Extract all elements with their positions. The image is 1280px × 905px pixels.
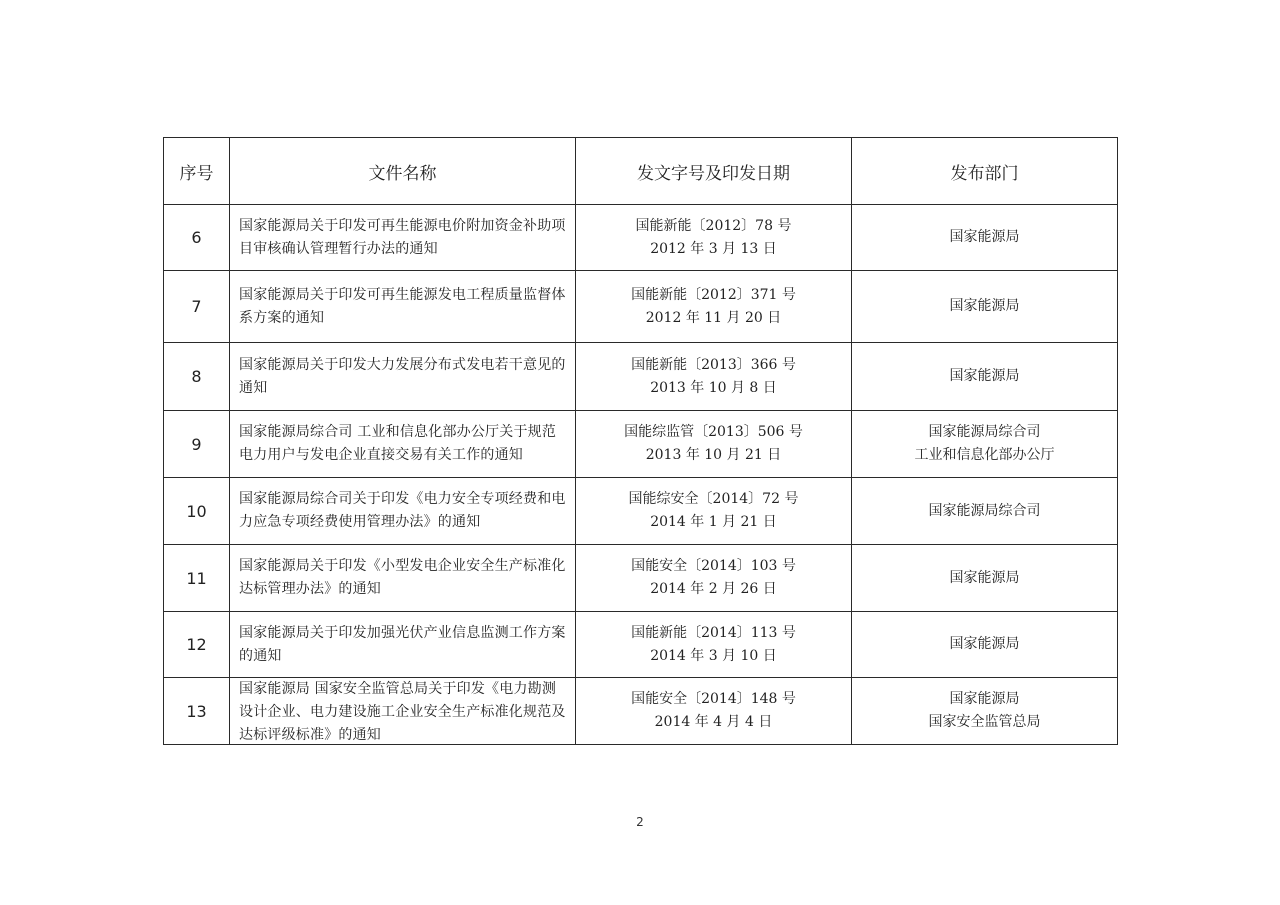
table-row [164,411,1118,478]
table-row [164,545,1118,612]
reference-cell [576,205,852,271]
issue-date: 2012 年 3 月 13 日 [650,240,777,257]
document-title-cell [230,343,576,411]
document-title-cell [230,411,576,478]
document-reference-number: 国能新能〔2014〕113 号 [631,624,796,641]
document-reference-number: 国能新能〔2013〕366 号 [631,356,796,373]
table-row [164,271,1118,343]
serial-number: 6 [164,205,230,271]
serial-number: 8 [164,343,230,411]
serial-number: 10 [164,478,230,545]
header-serial-number: 序号 [164,138,230,205]
document-title: 国家能源局 国家安全监管总局关于印发《电力勘测设计企业、电力建设施工企业安全生产标准化规范及达标评级标准》的通知 [239,681,566,743]
department-cell [852,271,1118,343]
serial-number: 11 [164,545,230,612]
document-reference-number: 国能新能〔2012〕371 号 [631,286,796,303]
table-header [164,138,1118,205]
issuing-department: 国家能源局 [949,569,1020,586]
issue-date: 2012 年 11 月 20 日 [645,309,782,326]
document-reference-number: 国能安全〔2014〕148 号 [631,691,796,707]
document-reference-number: 国能综监管〔2013〕506 号 [624,424,803,440]
issue-date: 2014 年 3 月 10 日 [650,647,777,664]
issuing-department-secondary: 工业和信息化部办公厅 [914,447,1055,463]
serial-number: 12 [164,612,230,678]
issuing-department: 国家能源局 [949,636,1020,652]
reference-cell [576,612,852,678]
document-title: 国家能源局关于印发大力发展分布式发电若干意见的通知 [239,356,566,396]
department-cell [852,545,1118,612]
document-title-cell [230,478,576,545]
issuing-department: 国家能源局 [949,298,1020,314]
document-title: 国家能源局关于印发可再生能源发电工程质量监督体系方案的通知 [239,286,566,326]
department-cell [852,478,1118,545]
header-issuing-department: 发布部门 [852,138,1118,205]
reference-cell [576,545,852,612]
document-table [163,137,1118,745]
reference-cell [576,678,852,745]
table-row [164,205,1118,271]
issue-date: 2014 年 2 月 26 日 [650,581,777,597]
issuing-department: 国家能源局综合司 [928,424,1041,440]
document-reference-number: 国能安全〔2014〕103 号 [631,558,796,574]
issue-date: 2013 年 10 月 21 日 [645,447,782,463]
issuing-department: 国家能源局综合司 [928,502,1041,519]
department-cell [852,205,1118,271]
serial-number: 7 [164,271,230,343]
document-title-cell [230,205,576,271]
document-title-cell [230,612,576,678]
issue-date: 2013 年 10 月 8 日 [650,379,777,396]
table-row [164,478,1118,545]
reference-cell [576,271,852,343]
document-title-cell [230,545,576,612]
header-row [164,138,1118,205]
issue-date: 2014 年 1 月 21 日 [650,514,777,530]
serial-number: 9 [164,411,230,478]
document-title: 国家能源局关于印发可再生能源电价附加资金补助项目审核确认管理暂行办法的通知 [239,217,566,257]
serial-number: 13 [164,678,230,745]
issuing-department: 国家能源局 [949,691,1020,707]
document-title: 国家能源局关于印发《小型发电企业安全生产标准化达标管理办法》的通知 [239,558,566,597]
document-title-cell [230,271,576,343]
reference-cell [576,343,852,411]
department-cell [852,343,1118,411]
table-row [164,343,1118,411]
issuing-department: 国家能源局 [949,368,1020,384]
issue-date: 2014 年 4 月 4 日 [654,714,773,730]
department-cell [852,612,1118,678]
document-title: 国家能源局综合司关于印发《电力安全专项经费和电力应急专项经费使用管理办法》的通知 [239,491,566,530]
header-reference-and-date: 发文字号及印发日期 [576,138,852,205]
issuing-department-secondary: 国家安全监管总局 [928,714,1041,730]
department-cell [852,411,1118,478]
table-body [164,205,1118,745]
document-title-cell [230,678,576,745]
document-title: 国家能源局综合司 工业和信息化部办公厅关于规范电力用户与发电企业直接交易有关工作的通知 [239,424,557,463]
issuing-department: 国家能源局 [949,229,1020,245]
table-row [164,678,1118,745]
document-reference-number: 国能综安全〔2014〕72 号 [628,491,799,507]
department-cell [852,678,1118,745]
document-title: 国家能源局关于印发加强光伏产业信息监测工作方案的通知 [239,624,566,664]
header-document-title: 文件名称 [230,138,576,205]
page-number: 2 [636,815,644,829]
reference-cell [576,478,852,545]
reference-cell [576,411,852,478]
table-row [164,612,1118,678]
document-reference-number: 国能新能〔2012〕78 号 [635,217,792,234]
